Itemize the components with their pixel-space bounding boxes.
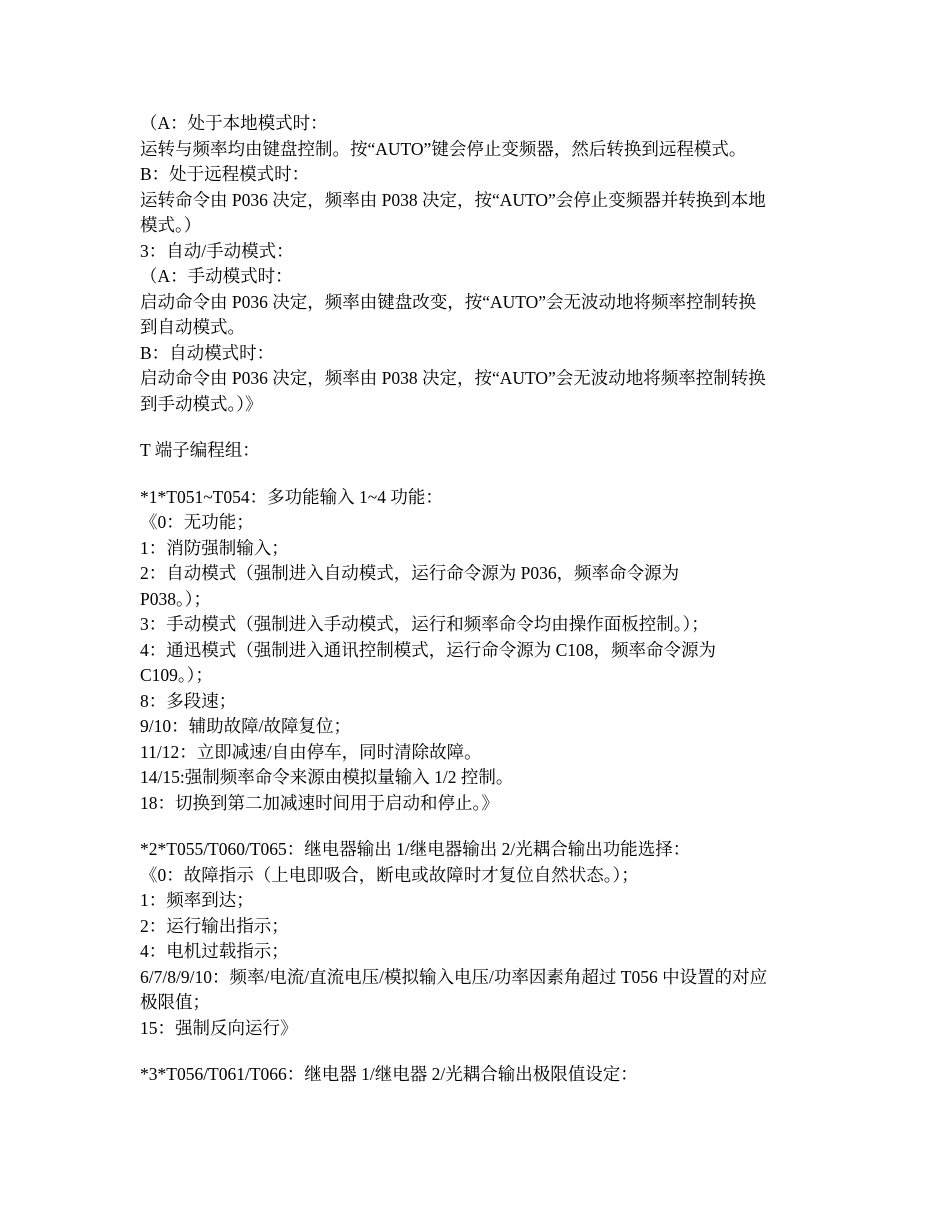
section-heading: T 端子编程组： bbox=[140, 440, 260, 460]
text-line: 2：自动模式（强制进入自动模式，运行命令源为 P036，频率命令源为 bbox=[140, 563, 680, 583]
text-line: 8：多段速； bbox=[140, 690, 237, 711]
text-line: B：处于远程模式时： bbox=[140, 164, 310, 184]
text-line: （A：手动模式时： bbox=[140, 266, 293, 286]
paragraph-gap bbox=[140, 417, 820, 438]
text-line: 启动命令由 P036 决定，频率由键盘改变，按“AUTO”会无波动地将频率控制转换 bbox=[140, 291, 757, 312]
text-line: 4：电机过载指示； bbox=[140, 941, 289, 961]
paragraph-gap bbox=[140, 1041, 820, 1062]
text-line: 启动命令由 P036 决定，频率由 P038 决定，按“AUTO”会无波动地将频率控制转换 bbox=[140, 368, 766, 388]
text-line: 运转与频率均由键盘控制。按“AUTO”键会停止变频器，然后转换到远程模式。 bbox=[140, 138, 747, 159]
text-line: （A：处于本地模式时： bbox=[140, 113, 328, 133]
text-line: 15：强制反向运行》 bbox=[140, 1017, 298, 1038]
text-line: 模式。） bbox=[140, 215, 202, 235]
auto-mode-description bbox=[140, 111, 820, 417]
section-heading-t-terminal bbox=[140, 438, 820, 464]
text-line: P038。）； bbox=[140, 588, 211, 609]
text-line: 2：运行输出指示； bbox=[140, 915, 289, 936]
text-line: 4：通迅模式（强制进入通讯控制模式，运行命令源为 C108，频率命令源为 bbox=[140, 639, 717, 660]
note-2-relay-output bbox=[140, 837, 820, 1041]
text-line: C109。）； bbox=[140, 665, 213, 685]
text-line: 9/10：辅助故障/故障复位； bbox=[140, 716, 351, 736]
text-line: B：自动模式时： bbox=[140, 342, 275, 363]
text-line: 1：频率到达； bbox=[140, 890, 254, 910]
note-title: *1*T051~T054：多功能输入 1~4 功能： bbox=[140, 486, 443, 507]
text-line: 到自动模式。 bbox=[140, 317, 245, 337]
text-line: 运转命令由 P036 决定，频率由 P038 决定，按“AUTO”会停止变频器并转换到本地 bbox=[140, 189, 766, 210]
note-title: *3*T056/T061/T066：继电器 1/继电器 2/光耦合输出极限值设定： bbox=[140, 1064, 638, 1084]
note-1-multifunction-input bbox=[140, 485, 820, 817]
note-title: *2*T055/T060/T065：继电器输出 1/继电器输出 2/光耦合输出功能选择： bbox=[140, 839, 691, 859]
text-line: 3：手动模式（强制进入手动模式，运行和频率命令均由操作面板控制。）； bbox=[140, 614, 709, 634]
text-line: 《0：无功能； bbox=[140, 512, 254, 532]
document-body bbox=[140, 111, 820, 1088]
text-line: 3：自动/手动模式： bbox=[140, 240, 294, 261]
text-line: 《0：故障指示（上电即吸合，断电或故障时才复位自然状态。）； bbox=[140, 864, 639, 885]
text-line: 极限值； bbox=[140, 992, 210, 1012]
text-line: 11/12：立即减速/自由停车，同时清除故障。 bbox=[140, 741, 482, 762]
note-3-limit-setting bbox=[140, 1062, 820, 1088]
text-line: 到手动模式。）》 bbox=[140, 393, 263, 414]
paragraph-gap bbox=[140, 464, 820, 485]
text-line: 18：切换到第二加减速时间用于启动和停止。》 bbox=[140, 792, 499, 813]
text-line: 1：消防强制输入； bbox=[140, 537, 289, 558]
text-line: 6/7/8/9/10：频率/电流/直流电压/模拟输入电压/功率因素角超过 T056 中设置的对应 bbox=[140, 966, 768, 987]
paragraph-gap bbox=[140, 816, 820, 837]
text-line: 14/15:强制频率命令来源由模拟量输入 1/2 控制。 bbox=[140, 767, 514, 787]
